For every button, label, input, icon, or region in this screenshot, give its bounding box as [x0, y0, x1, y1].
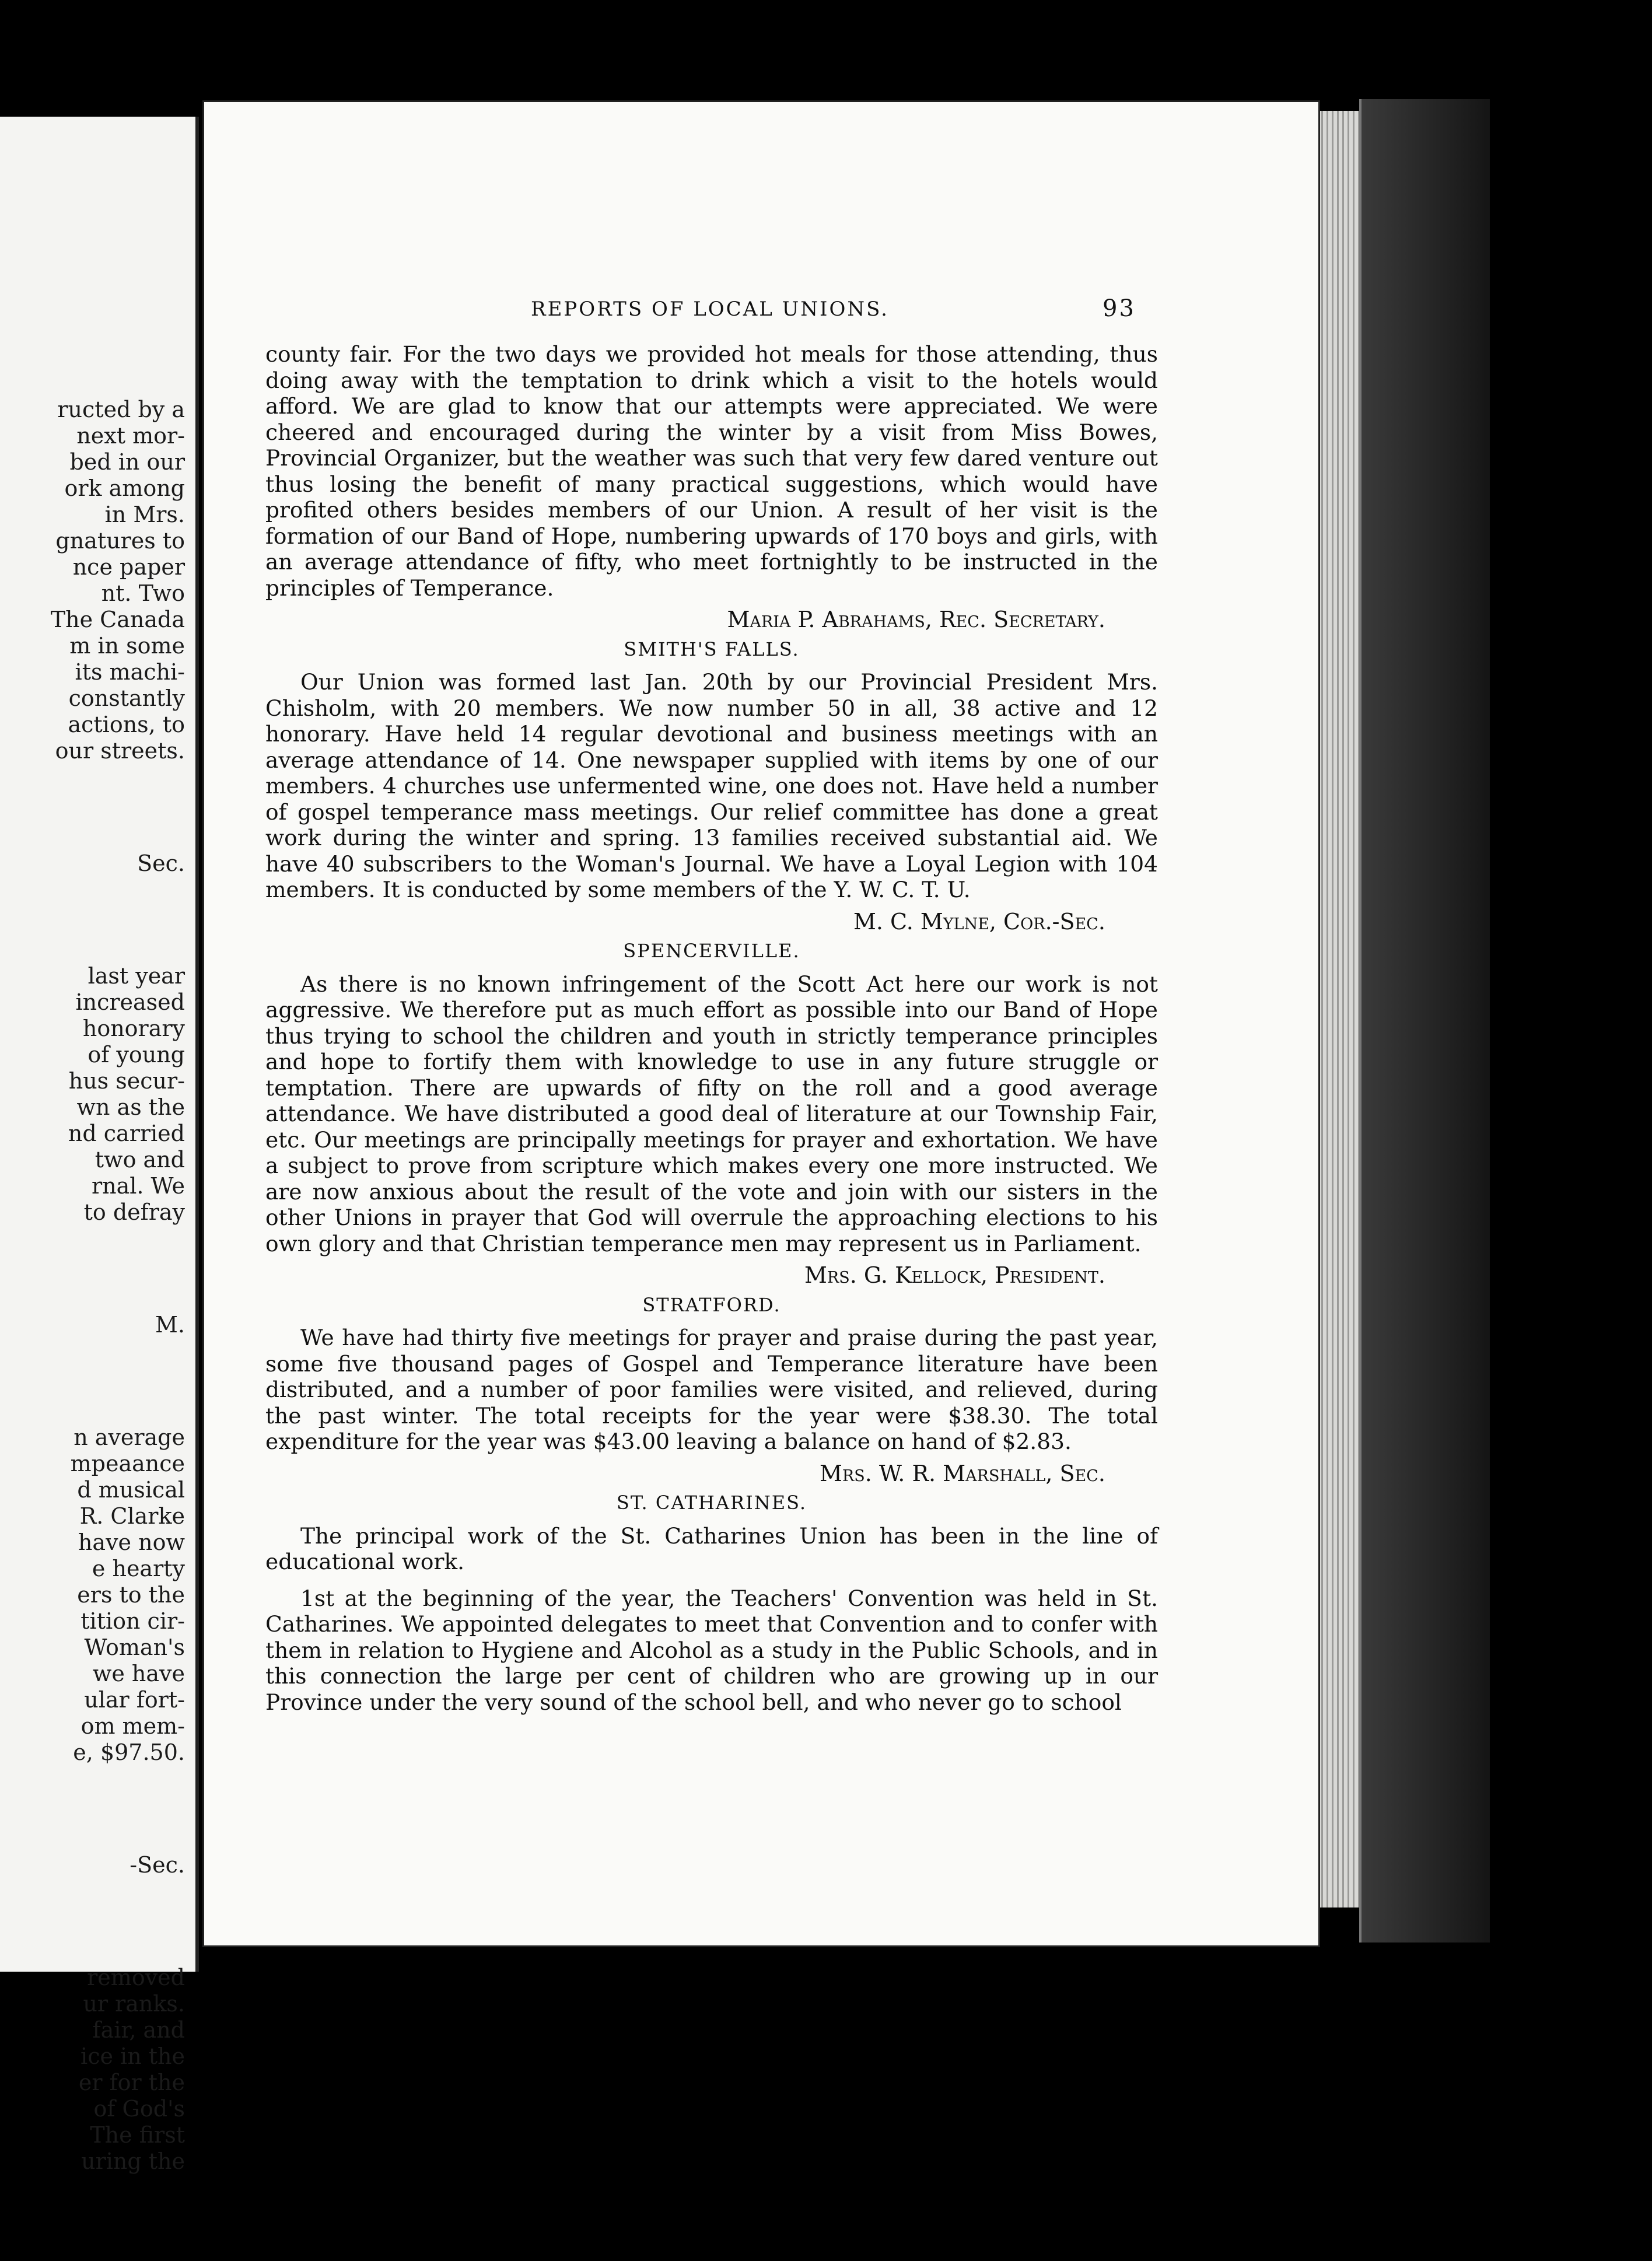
left-page-line: m in some: [69, 633, 185, 659]
left-page-line: R. Clarke: [79, 1503, 185, 1529]
section-paragraph: Our Union was formed last Jan. 20th by our Provincial President Mrs. Chisholm, with 20 members. We now number 50 in all, 38 active and 12 honorary. Have held 14 regular devotional and business meetings with an average attendance of 14. One newspaper supplied with items by one of our members. 4 churches use unfermented wine, one does not. Have held a number of gospel temperance mass meetings. Our relief committee has done a great work during the winter and spring. 13 families received substantial aid. We have 40 subscribers to the Woman's Journal. We have a Loyal Legion with 104 members. It is conducted by some members of the Y. W. C. T. U.: [265, 669, 1158, 902]
left-page-line: er for the: [78, 2070, 185, 2095]
page-edges: [1312, 111, 1365, 1908]
left-page-line: e hearty: [92, 1556, 185, 1581]
left-page-line: d musical: [77, 1477, 185, 1503]
left-page-line: ular fort-: [84, 1687, 185, 1713]
left-page-line: ork among: [64, 475, 185, 501]
left-page-line: of young: [88, 1042, 185, 1068]
header-title: REPORTS OF LOCAL UNIONS.: [531, 298, 889, 321]
section-heading: STRATFORD.: [642, 1293, 781, 1316]
left-page-line: honorary: [82, 1016, 185, 1041]
left-page-line: actions, to: [68, 712, 185, 737]
section-paragraph: The principal work of the St. Catharines Union has been in the line of educational work.: [265, 1522, 1158, 1574]
left-page-line: nt. Two: [101, 580, 185, 606]
book-cover: [1359, 99, 1490, 1943]
section-paragraph: As there is no known infringement of the Scott Act here our work is not aggressive. We therefore put as much effort as possible into our Band of Hope thus trying to school the children and youth in strictly temperance principles and hope to fortify them with knowledge to use in any future struggle or temptation. There are upwards of fifty on the roll and a good average attendance. We have distributed a good deal of literature at our Township Fair, etc. Our meetings are principally meetings for prayer and exhortation. We have a subject to prove from scripture which makes every one more instructed. We are now anxious about the result of the vote and join with our sisters in the other Unions in prayer that God will overrule the approaching elections to his own glory and that Christian temperance men may represent us in Parliament.: [265, 971, 1158, 1256]
left-page-line: nce paper: [72, 554, 185, 580]
section-paragraph: county fair. For the two days we provided hot meals for those attending, thus doing away with the temptation to drink which a visit to the hotels would afford. We are glad to know that our attempts were appreciated. We were cheered and encouraged during the winter by a visit from Miss Bowes, Provincial Organizer, but the weather was such that very few dared venture out thus losing the benefit of many practical suggestions, which would have profited others besides members of our Union. A result of her visit is the formation of our Band of Hope, numbering upwards of 170 boys and girls, with an average attendance of fifty, who meet fortnightly to be instructed in the principles of Temperance.: [265, 341, 1158, 601]
page-body: [265, 341, 1158, 1715]
left-page-line: last year: [88, 963, 185, 989]
left-page-line: om mem-: [80, 1713, 185, 1739]
left-page-line: tition cir-: [80, 1608, 185, 1634]
left-page-line: uring the: [81, 2148, 185, 2174]
left-page-line: removed: [87, 1965, 185, 1990]
left-page-line: rnal. We: [91, 1173, 185, 1199]
book-page: [204, 102, 1318, 1945]
section-signature: Maria P. Abrahams, Rec. Secretary.: [727, 607, 1105, 632]
left-page-line: have now: [78, 1530, 185, 1555]
left-page-line: e, $97.50.: [73, 1740, 185, 1765]
left-page-line: n average: [74, 1424, 185, 1450]
section-paragraph-2: 1st at the beginning of the year, the Teachers' Convention was held in St. Catharines. We appointed delegates to meet that Convention and to confer with them in relation to Hygiene and Alcohol as a study in the Public Schools, and in this connection the large per cent of children who are growing up in our Province under the very sound of the school bell, and who never go to school: [265, 1585, 1158, 1715]
section-heading: SMITH'S FALLS.: [624, 638, 800, 660]
left-page-line: ur ranks.: [83, 1991, 185, 2017]
left-page-line: ice in the: [80, 2043, 185, 2069]
left-page-line: hus secur-: [68, 1068, 185, 1094]
left-page-line: ers to the: [77, 1582, 185, 1608]
left-page-line: constantly: [68, 685, 185, 711]
left-page-line: its machi-: [75, 659, 185, 685]
left-sig-1: Sec.: [137, 850, 185, 876]
left-page-line: bed in our: [69, 449, 185, 475]
left-page-line: increased: [75, 989, 185, 1015]
section-signature: M. C. Mylne, Cor.-Sec.: [853, 908, 1105, 935]
left-sig-2: M.: [155, 1312, 185, 1338]
left-page-line: to defray: [83, 1199, 185, 1225]
page-number: 93: [1102, 295, 1136, 322]
left-page-line: fair, and: [92, 2017, 185, 2043]
left-page-line: Woman's: [84, 1634, 185, 1660]
section-heading: ST. CATHARINES.: [616, 1492, 807, 1514]
section-signature: Mrs. W. R. Marshall, Sec.: [819, 1460, 1105, 1486]
left-page-line: next mor-: [76, 423, 185, 449]
left-page-line: ructed by a: [57, 397, 185, 422]
left-page-line: we have: [92, 1661, 185, 1686]
left-page-line: two and: [94, 1147, 185, 1172]
left-page-line: gnatures to: [55, 528, 185, 554]
left-page-text: [51, 344, 185, 2261]
left-sig-3: -Sec.: [130, 1852, 185, 1878]
left-page-line: of God's: [93, 2096, 185, 2122]
section-signature: Mrs. G. Kellock, President.: [804, 1262, 1105, 1288]
left-page-line: mpeaance: [70, 1451, 185, 1476]
left-page-line: in Mrs.: [104, 502, 185, 527]
left-page-line: nd carried: [68, 1121, 185, 1146]
left-page-line: The Canada: [50, 607, 185, 632]
section-heading: SPENCERVILLE.: [623, 940, 800, 962]
left-page-fragment: [0, 117, 199, 2174]
left-page-line: our streets.: [55, 738, 185, 764]
left-page-line: The first: [90, 2122, 185, 2148]
left-page-line: wn as the: [76, 1094, 185, 1120]
section-paragraph: We have had thirty five meetings for prayer and praise during the past year, some five thousand pages of Gospel and Temperance literature have been distributed, and a number of poor families were visited, and relieved, during the past winter. The total receipts for the year were $38.30. The total expenditure for the year was $43.00 leaving a balance on hand of $2.83.: [265, 1325, 1158, 1454]
